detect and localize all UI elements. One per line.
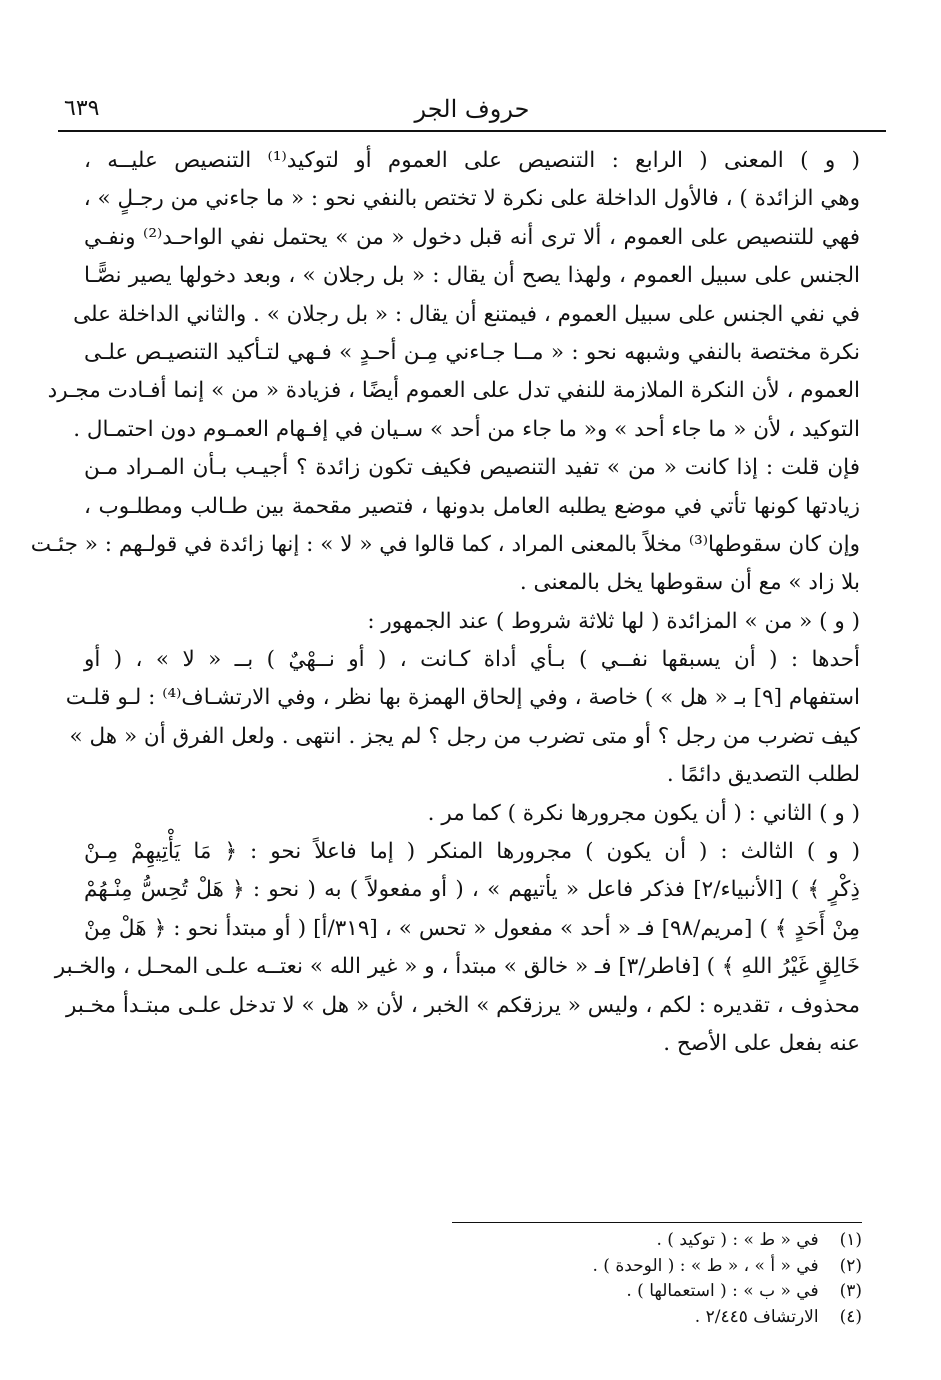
footnote-number: (١) [839,1230,862,1250]
footnote-text: في « أ » ، « ط » : ( الوحدة ) . [592,1255,819,1276]
footnote-text: في « ب » : ( استعمالها ) . [626,1281,819,1301]
text-line: زيادتها كونها تأتي في موضع يطلبه العامل بدونها ، فتصير مقحمة بين طـالب ومطلـوب ، [84,493,860,519]
text-line: الجنس على سبيل العموم ، ولهذا يصح أن يقال : « بل رجلان » ، وبعد دخولها يصير نصًّـا [84,263,860,289]
text-line: التوكيد ، لأن « ما جاء أحد » و« ما جاء من أحد » سـيان في إفـهام العمـوم دون احتمـال . [73,416,860,442]
footnote [300,1228,862,1254]
text-line: وهي الزائدة ) ، فالأول الداخلة على نكرة لا تختص بالنفي نحو : « ما جاءني من رجـلٍ » ، [83,186,860,212]
text-line: كيف تضرب من رجل ؟ أو متى تضرب من رجل ؟ لم يجز . انتهى . ولعل الفرق أن « هل » [69,723,860,749]
text-line: ذِكْرٍ ﴾ ) [الأنبياء/٢] فذكر فاعل « يأتيهم » ، ( أو مفعولاً ) به ( نحو : ﴿ هَلْ تُحِسُّ مِنْـهُمْ [84,877,860,903]
text-line: مِنْ أَحَدٍ ﴾ ) [مريم/٩٨] فـ « أحد » مفعول « تحس » ، [٣١٩/أ] ( أو مبتدأ نحو : ﴿ هَلْ مِنْ [84,915,861,941]
page-number: ٦٣٩ [64,96,100,121]
text-line: خَالِقٍ غَيْرُ اللهِ ﴾ ) [فاطر/٣] فـ « خالق » مبتدأ ، و « غير الله » نعتــه علـى المحـل ، والخـبر [54,954,860,980]
footnotes [300,1228,862,1330]
footnote-number: (٢) [839,1255,862,1276]
text-line: محذوف ، تقديره : لكم ، وليس « يرزقكم » الخبر ، لأن « هل » لا تدخل علـى مبتـدأ مخـبر [65,992,860,1018]
running-title: حروف الجر [414,95,530,123]
text-line: وإن كان سقوطها⁽³⁾ مخلاً بالمعنى المراد ، كما قالوا في « لا » : إنها زائدة في قولـهم : « جئـت [30,531,860,557]
text-line: ( و ) المعنى ( الرابع : التنصيص على العموم أو لتوكيد⁽¹⁾ التنصيص عليــه ، [84,148,860,173]
text-line: عنه بفعل على الأصح . [663,1030,860,1056]
text-line: في نفي الجنس على سبيل العموم ، فيمتنع أن يقال : « بل رجلان » . والثاني الداخلة على [73,301,860,327]
footnote-separator [452,1222,862,1223]
page-header [58,92,886,132]
text-line: ( و ) « من » المزائدة ( لها ثلاثة شروط ) عند الجمهور : [367,608,860,634]
text-line: بلا زاد » مع أن سقوطها يخل بالمعنى . [519,570,860,596]
footnote [300,1254,862,1280]
footnote-number: (٣) [839,1281,862,1301]
text-line: نكرة مختصة بالنفي وشبهه نحو : « مــا جـاءني مِـن أحـدٍ » فـهي لتـأكيد التنصيـص علـى [84,339,860,365]
text-line: لطلب التصديق دائمًا . [666,762,860,788]
footnote [300,1305,862,1331]
text-line: فهي للتنصيص على العموم ، ألا ترى أنه قبل دخول « من » يحتمل نفي الواحـد⁽²⁾ ونفـي [84,224,860,250]
footnote-text: في « ط » : ( توكيد ) . [656,1230,819,1250]
main-text [30,142,861,1063]
footnote-number: (٤) [839,1306,862,1327]
footnote-text: الارتشاف ٢/٤٤٥ . [694,1306,819,1327]
footnote [300,1279,862,1305]
text-line: ( و ) الثالث : ( أن يكون ) مجرورها المنكر ( إما فاعلاً نحو : ﴿ مَا يَأْتِيهِمْ مِـنْ [84,839,860,865]
text-line: استفهام [٩] بـ « هل » ) خاصة ، وفي إلحاق الهمزة بها نظر ، وفي الارتشـاف⁽⁴⁾ : لـو قلـت [65,685,860,711]
text-line: فإن قلت : إذا كانت « من » تفيد التنصيص فكيف تكون زائدة ؟ أجيـب بـأن المـراد مـن [84,455,860,481]
text-line: العموم ، لأن النكرة الملازمة للنفي تدل على العموم أيضًا ، فزيادة « من » إنما أفـادت مجـرد [47,378,860,404]
text-line: أحدها : ( أن يسبقها نفــي ) بـأي أداة كـانت ، ( أو نــهْيٌ ) بــ « لا » ، ( أو [84,647,860,673]
text-line: ( و ) الثاني : ( أن يكون مجرورها نكرة ) كما مر . [427,800,860,826]
